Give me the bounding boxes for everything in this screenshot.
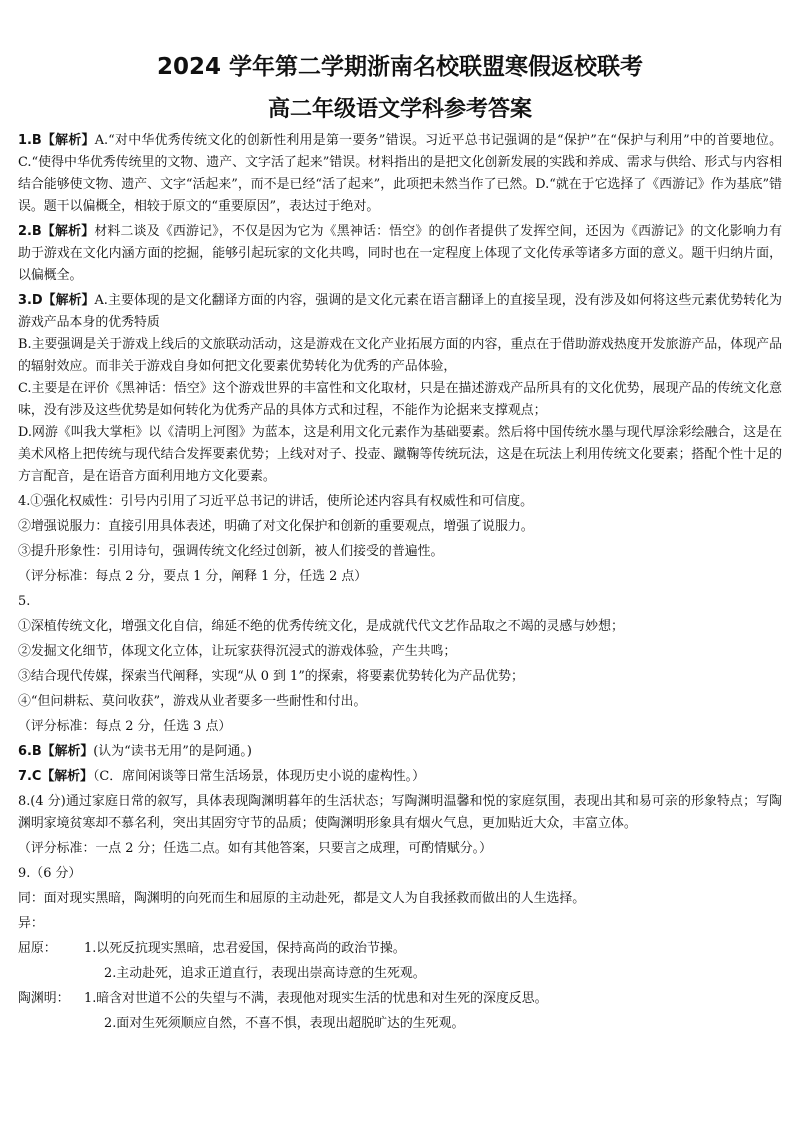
q4-point-2: ②增强说服力：直接引用具体表述，明确了对文化保护和创新的重要观点，增强了说服力。 bbox=[18, 519, 534, 534]
answer-sheet bbox=[18, 50, 782, 1035]
q3-option-b: B.主要强调是关于游戏上线后的文旅联动活动，这是游戏在文化产业拓展方面的内容，重点在于借助游戏热度开发旅游产品，体现产品的辐射效应。而非关于游戏自身如何把文化要素优势转化为优秀的产品体验， bbox=[18, 337, 782, 374]
q5-point-1: ①深植传统文化，增强文化自信，绵延不绝的优秀传统文化，是成就代代文艺作品取之不竭的灵感与妙想； bbox=[18, 619, 624, 634]
q9-taoyuanming-row-1 bbox=[18, 988, 782, 1010]
answer-q7 bbox=[18, 766, 782, 788]
q8-text: 8.(4 分)通过家庭日常的叙写，具体表现陶渊明暮年的生活状态；写陶渊明温馨和悦的家庭氛围，表现出其和易可亲的形象特点；写陶渊明家境贫寒却不慕名利，突出其固穷守节的品质；使陶渊明形象具有烟火气息，更加贴近大众，丰富立体。 bbox=[18, 794, 782, 831]
q5-label: 5. bbox=[18, 594, 31, 609]
q2-text: 材料二谈及《西游记》，不仅是因为它为《黑神话：悟空》的创作者提供了发挥空间，还因为《西游记》的文化影响力有助于游戏在文化内涵方面的挖掘，能够引起玩家的文化共鸣，同时也在一定程度上体现了文化传承等诸多方面的意义。题干归纳片面，以偏概全。 bbox=[18, 224, 782, 283]
q5-score-note: （评分标准：每点 2 分，任选 3 点） bbox=[18, 719, 232, 734]
answer-q3 bbox=[18, 290, 782, 334]
page-subtitle: 高二年级语文学科参考答案 bbox=[267, 97, 532, 122]
q3-option-d: D.网游《叫我大掌柜》以《清明上河图》为蓝本，这是利用文化元素作为基础要素。然后将中国传统水墨与现代厚涂彩绘融合，这是在美术风格上把传统与现代结合发挥要素优势；上线对对子、投壶、蹴鞠等传统玩法，这是在玩法上利用传统文化要素；搭配个性十足的方言配音，是在语音方面利用地方文化要素。 bbox=[18, 425, 782, 484]
q9-taoyuanming-point-1: 1.暗含对世道不公的失望与不满，表现他对现实生活的忧患和对生死的深度反思。 bbox=[84, 991, 548, 1006]
answer-q2 bbox=[18, 221, 782, 287]
q4-point-3: ③提升形象性：引用诗句，强调传统文化经过创新，被人们接受的普遍性。 bbox=[18, 544, 444, 559]
q3-option-c: C.主要是在评价《黑神话：悟空》这个游戏世界的丰富性和文化取材，只是在描述游戏产品所具有的文化优势，展现产品的传统文化意味，没有涉及这些优势是如何转化为优秀产品的具体方式和过程，不能作为论据来支撑观点； bbox=[18, 381, 782, 418]
page-title: 2024 学年第二学期浙南名校联盟寒假返校联考 bbox=[156, 54, 644, 80]
q9-same: 同：面对现实黑暗，陶渊明的向死而生和屈原的主动赴死，都是文人为自我拯救而做出的人生选择。 bbox=[18, 891, 586, 906]
q9-quyuan-label: 屈原： bbox=[18, 941, 57, 956]
q3-option-a: A.主要体现的是文化翻译方面的内容，强调的是文化元素在语言翻译上的直接呈现，没有涉及如何将这些元素优势转化为游戏产品本身的优秀特质 bbox=[18, 293, 782, 330]
q9-label: 9.（6 分） bbox=[18, 866, 82, 881]
q4-score-note: （评分标准：每点 2 分，要点 1 分，阐释 1 分，任选 2 点） bbox=[18, 569, 368, 584]
q7-label: 7.C【解析】 bbox=[18, 769, 93, 784]
q5-point-3: ③结合现代传媒，探索当代阐释，实现“从 0 到 1”的探索，将要素优势转化为产品优势； bbox=[18, 669, 524, 684]
q5-point-2: ②发掘文化细节，体现文化立体，让玩家获得沉浸式的游戏体验，产生共鸣； bbox=[18, 644, 457, 659]
q6-text: (认为“读书无用”的是阿通。) bbox=[93, 744, 252, 759]
q8-score-note: （评分标准：一点 2 分；任选二点。如有其他答案，只要言之成理，可酌情赋分。） bbox=[18, 841, 493, 856]
q9-taoyuanming-point-2: 2.面对生死须顺应自然，不喜不惧，表现出超脱旷达的生死观。 bbox=[104, 1016, 465, 1031]
q3-label: 3.D【解析】 bbox=[18, 293, 95, 308]
q1-text: A.“对中华优秀传统文化的创新性利用是第一要务”错误。习近平总书记强调的是“保护”在“保护与利用”中的首要地位。C.“使得中华优秀传统里的文物、遗产、文字活了起来”错误。材料指出的是把文化创新发展的实践和养成、需求与供给、形式与内容相结合能够使文物、遗产、文字“活起来”，而不是已经“活了起来”，此项把未然当作了已然。D.“就在于它选择了《西游记》作为基底”错误。题干以偏概全，相较于原文的“重要原因”，表达过于绝对。 bbox=[18, 133, 782, 214]
answer-q1 bbox=[18, 130, 782, 218]
q1-label: 1.B【解析】 bbox=[18, 133, 95, 148]
answer-body bbox=[18, 130, 782, 1035]
q9-taoyuanming-label: 陶渊明： bbox=[18, 991, 70, 1006]
q9-quyuan-point-1: 1.以死反抗现实黑暗，忠君爱国，保持高尚的政治节操。 bbox=[84, 941, 406, 956]
q9-quyuan-row-1 bbox=[18, 938, 782, 960]
q2-label: 2.B【解析】 bbox=[18, 224, 95, 239]
answer-q6 bbox=[18, 741, 782, 763]
q6-label: 6.B【解析】 bbox=[18, 744, 94, 759]
q9-diff: 异： bbox=[18, 916, 44, 931]
q4-point-1: 4.①强化权威性：引号内引用了习近平总书记的讲话，使所论述内容具有权威性和可信度。 bbox=[18, 494, 534, 509]
q9-quyuan-point-2: 2.主动赴死，追求正道直行，表现出崇高诗意的生死观。 bbox=[104, 966, 426, 981]
q5-point-4: ④“但问耕耘、莫问收获”，游戏从业者要多一些耐性和付出。 bbox=[18, 694, 367, 709]
q7-text: （C．席间闲谈等日常生活场景，体现历史小说的虚构性。） bbox=[92, 769, 426, 784]
